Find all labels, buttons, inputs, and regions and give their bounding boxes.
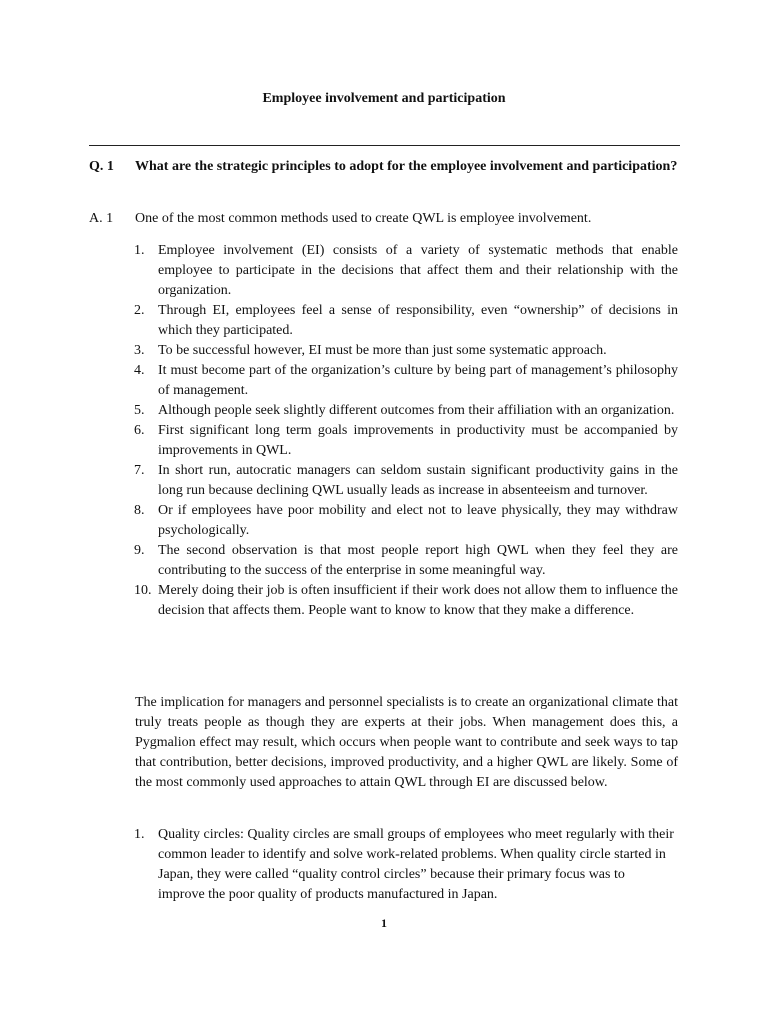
horizontal-rule bbox=[89, 145, 680, 146]
list-item-number: 4. bbox=[134, 363, 145, 378]
list-item bbox=[134, 825, 674, 905]
list-item-number: 3. bbox=[134, 343, 145, 358]
list-item-number: 10. bbox=[134, 583, 152, 598]
list-item-text: Quality circles: Quality circles are small groups of employees who meet regularly with their common leader to identify and solve work-related problems. When quality circle started in Japan, they were called “quality control circles” because their primary focus was to improve the poor quality of products manufactured in Japan. bbox=[158, 827, 674, 902]
list-item-number: 2. bbox=[134, 303, 145, 318]
list-item bbox=[134, 301, 678, 341]
list-item bbox=[134, 421, 678, 461]
list-item bbox=[134, 541, 678, 581]
answer-intro: One of the most common methods used to create QWL is employee involvement. bbox=[135, 211, 592, 226]
page-number: 1 bbox=[381, 916, 387, 930]
question-text: What are the strategic principles to adopt for the employee involvement and participation? bbox=[135, 159, 678, 174]
list-item bbox=[134, 581, 678, 621]
points-list bbox=[134, 241, 678, 621]
list-item-text: Although people seek slightly different outcomes from their affiliation with an organization. bbox=[158, 403, 675, 418]
list-item bbox=[134, 401, 678, 421]
list-item-number: 1. bbox=[134, 827, 145, 842]
list-item-number: 1. bbox=[134, 243, 145, 258]
list-item-text: Employee involvement (EI) consists of a variety of systematic methods that enable employee to participate in the decisions that affect them and their relationship with the organization. bbox=[158, 243, 678, 298]
implication-paragraph: The implication for managers and personnel specialists is to create an organizational climate that truly treats people as though they are experts at their jobs. When management does this, a Pygmalion effect may result, which occurs when people want to contribute and seek ways to tap that contribution, better decisions, improved productivity, and a higher QWL are likely. Some of the most commonly used approaches to attain QWL through EI are discussed below. bbox=[135, 695, 678, 790]
question-label: Q. 1 bbox=[89, 159, 114, 174]
approaches-list bbox=[134, 825, 674, 905]
question-block bbox=[89, 157, 680, 177]
list-item bbox=[134, 361, 678, 401]
list-item-text: Merely doing their job is often insufficient if their work does not allow them to influence the decision that affects them. People want to know to know that they make a difference. bbox=[158, 583, 678, 618]
list-item-number: 7. bbox=[134, 463, 145, 478]
document-title: Employee involvement and participation bbox=[262, 91, 506, 106]
list-item-text: In short run, autocratic managers can seldom sustain significant productivity gains in the long run because declining QWL usually leads as increase in absenteeism and turnover. bbox=[158, 463, 678, 498]
list-item-text: The second observation is that most people report high QWL when they feel they are contributing to the success of the enterprise in some meaningful way. bbox=[158, 543, 678, 578]
answer-label: A. 1 bbox=[89, 211, 114, 226]
list-item bbox=[134, 501, 678, 541]
list-item-text: First significant long term goals improvements in productivity must be accompanied by improvements in QWL. bbox=[158, 423, 678, 458]
list-item-text: Through EI, employees feel a sense of responsibility, even “ownership” of decisions in which they participated. bbox=[158, 303, 678, 338]
answer-block bbox=[89, 209, 680, 229]
list-item-number: 6. bbox=[134, 423, 145, 438]
list-item bbox=[134, 461, 678, 501]
list-item-number: 8. bbox=[134, 503, 145, 518]
list-item-text: Or if employees have poor mobility and elect not to leave physically, they may withdraw psychologically. bbox=[158, 503, 678, 538]
list-item-text: It must become part of the organization’s culture by being part of management’s philosophy of management. bbox=[158, 363, 678, 398]
list-item-number: 9. bbox=[134, 543, 145, 558]
list-item bbox=[134, 241, 678, 301]
list-item-number: 5. bbox=[134, 403, 145, 418]
list-item bbox=[134, 341, 678, 361]
list-item-text: To be successful however, EI must be more than just some systematic approach. bbox=[158, 343, 607, 358]
